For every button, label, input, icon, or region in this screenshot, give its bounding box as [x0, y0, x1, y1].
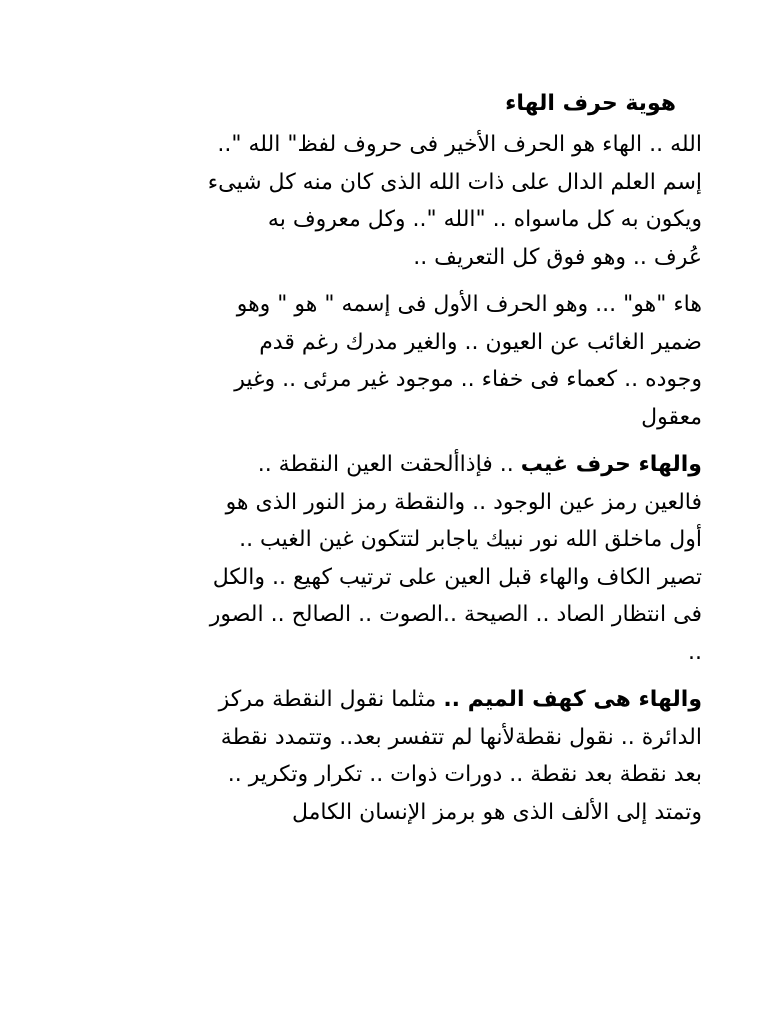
- paragraph-line: تصير الكاف والهاء قبل العين على ترتيب كهيع .. والكل: [212, 564, 702, 590]
- bold-lead-text: والهاء حرف غيب: [520, 452, 702, 477]
- document-title: هوية حرف الهاء: [505, 91, 676, 116]
- paragraph-line: فالعين رمز عين الوجود .. والنقطة رمز النور الذى هو: [225, 489, 702, 515]
- paragraph-line: ضمير الغائب عن العيون .. والغير مدرك رغم قدم: [259, 329, 702, 355]
- paragraph-2: [74, 286, 702, 436]
- paragraph-1: [74, 126, 702, 276]
- paragraph-4: [74, 681, 702, 831]
- paragraph-line: الدائرة .. نقول نقطةلأنها لم تتفسر بعد.. وتتمدد نقطة: [220, 724, 702, 750]
- paragraph-line: أول ماخلق الله نور نبيك ياجابر لتتكون غين الغيب ..: [239, 527, 702, 552]
- paragraph-line: بعد نقطة بعد نقطة .. دورات ذوات .. تكرار وتكرير ..: [227, 762, 702, 787]
- paragraph-3: [74, 446, 702, 671]
- paragraph-line: وجوده .. كعماء فى خفاء .. موجود غير مرئى .. وغير: [234, 367, 702, 392]
- paragraph-line: هاء "هو" ... وهو الحرف الأول فى إسمه " هو " وهو: [236, 292, 702, 317]
- paragraph-line: عُرف .. وهو فوق كل التعريف ..: [413, 244, 702, 270]
- paragraph-line: الله .. الهاء هو الحرف الأخير فى حروف لفظ" الله "..: [217, 132, 702, 157]
- paragraph-line: ويكون به كل ماسواه .. "الله ".. وكل معروف به: [267, 207, 702, 232]
- lead-rest-text: مثلما نقول النقطة مركز: [218, 687, 444, 712]
- paragraph-line: معقول: [641, 404, 702, 430]
- paragraph-line: وتمتد إلى الألف الذى هو برمز الإنسان الكامل: [291, 799, 702, 825]
- paragraph-lead-line: [74, 681, 702, 719]
- document-page: [74, 86, 702, 841]
- paragraph-line: إسم العلم الدال على ذات الله الذى كان منه كل شيىء: [207, 169, 702, 195]
- paragraph-line: ..: [688, 639, 702, 665]
- paragraph-lead-line: [74, 446, 702, 484]
- paragraph-line: فى انتظار الصاد .. الصيحة ..الصوت .. الصالح .. الصور: [209, 602, 702, 627]
- bold-lead-text: والهاء هى كهف الميم ..: [443, 687, 702, 712]
- lead-rest-text: .. فإذاألحقت العين النقطة ..: [257, 452, 521, 477]
